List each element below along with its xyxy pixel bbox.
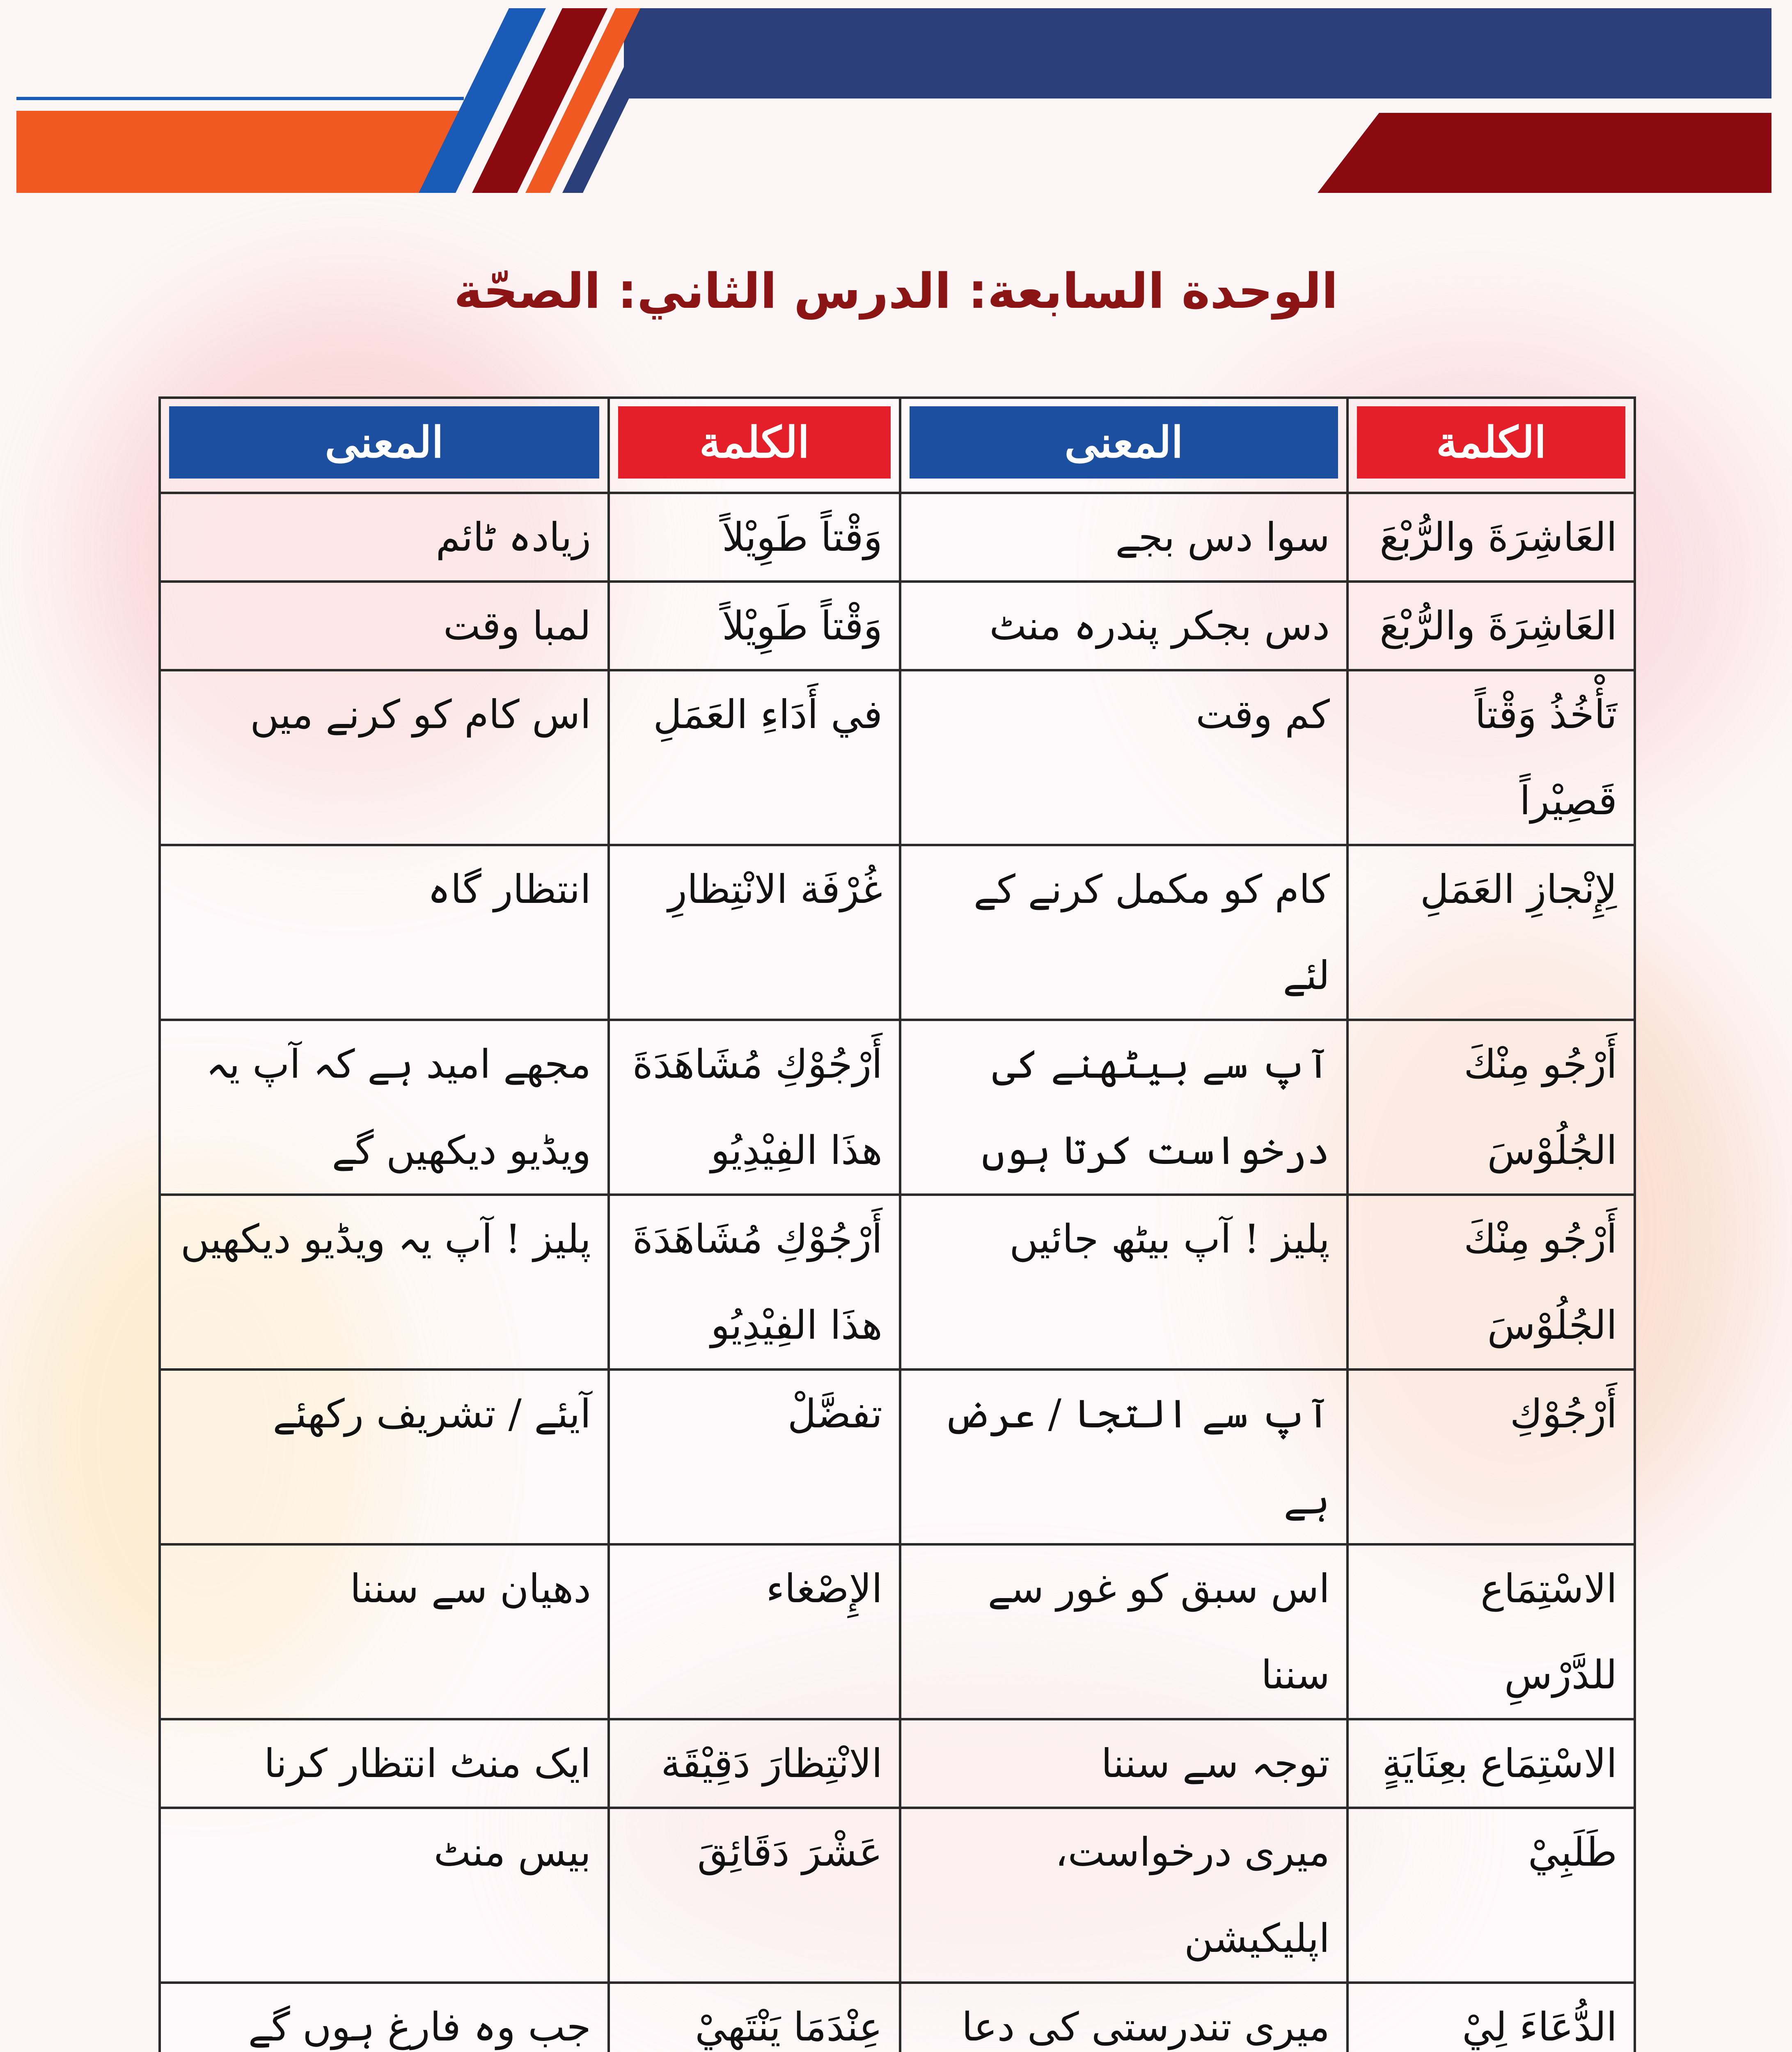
meaning-cell: سوا دس بجے [900,493,1347,582]
word-cell: العَاشِرَةَ والرُّبْعَ [1347,582,1635,670]
word-cell: الاسْتِمَاع للدَّرْسِ [1347,1544,1635,1719]
word-cell: عَشْرَ دَقَائِقَ [609,1808,900,1983]
meaning-cell: بیس منٹ [160,1808,609,1983]
meaning-cell: کام کو مکمل کرنے کے لئے [900,845,1347,1020]
meaning-cell: اس کام کو کرنے میں [160,670,609,845]
word-cell: غُرْفَة الانْتِظارِ [609,845,900,1020]
word-cell: أَرْجُو مِنْكَ الجُلُوْسَ [1347,1020,1635,1195]
word-cell: الدُّعَاءَ لِيْ [1347,1983,1635,2052]
table-header-row [160,398,1635,493]
meaning-cell: میری درخواست، اپلیکیشن [900,1808,1347,1983]
meaning-cell: میری تندرستی کی دعا [900,1983,1347,2052]
word-cell: وَقْتاً طَوِيْلاً [609,582,900,670]
top-maroon-bar [1318,113,1771,193]
top-thin-line [16,97,464,100]
meaning-cell: لمبا وقت [160,582,609,670]
word-cell: أَرْجُوْكِ مُشَاهَدَةَ هذَا الفِيْدِيُو [609,1195,900,1370]
meaning-cell: آیئے / تشریف رکھئے [160,1370,609,1544]
meaning-cell: زیادہ ٹائم [160,493,609,582]
meaning-cell: پلیز ! آپ یہ ویڈیو دیکھیں [160,1195,609,1370]
header-meaning: المعنى [910,406,1338,479]
table-row [160,1195,1635,1370]
table-row [160,1020,1635,1195]
vocabulary-table [158,396,1636,2052]
meaning-cell: جب وہ فارغ ہوں گے [160,1983,609,2052]
word-cell: الانْتِظارَ دَقِيْقَة [609,1719,900,1808]
table-row [160,670,1635,845]
meaning-cell: دھیان سے سننا [160,1544,609,1719]
word-cell: أَرْجُو مِنْكَ الجُلُوْسَ [1347,1195,1635,1370]
header-word: الكلمة [1357,406,1625,479]
meaning-cell: انتظار گاہ [160,845,609,1020]
top-banner [0,0,1792,213]
meaning-cell: آپ سے بیٹھنے کی درخواست کرتا ہوں [900,1020,1347,1195]
word-cell: عِنْدَمَا يَنْتَهِيْ [609,1983,900,2052]
word-cell: وَقْتاً طَوِيْلاً [609,493,900,582]
table-row [160,1719,1635,1808]
header-word: الكلمة [618,406,891,479]
meaning-cell: پلیز ! آپ بیٹھ جائیں [900,1195,1347,1370]
word-cell: أَرْجُوْكِ [1347,1370,1635,1544]
table-row [160,1808,1635,1983]
word-cell: لِإِنْجازِ العَمَلِ [1347,845,1635,1020]
table-row [160,493,1635,582]
word-cell: الإِصْغاء [609,1544,900,1719]
word-cell: تَأْخُذُ وَقْتاً قَصِيْراً [1347,670,1635,845]
word-cell: الاسْتِمَاع بعِنَايَةٍ [1347,1719,1635,1808]
meaning-cell: ایک منٹ انتظار کرنا [160,1719,609,1808]
meaning-cell: توجہ سے سننا [900,1719,1347,1808]
word-cell: أَرْجُوْكِ مُشَاهَدَةَ هذَا الفِيْدِيُو [609,1020,900,1195]
table-body [160,493,1635,2052]
word-cell: تفضَّلْ [609,1370,900,1544]
word-cell: العَاشِرَةَ والرُّبْعَ [1347,493,1635,582]
table-row [160,582,1635,670]
word-cell: طَلَبِيْ [1347,1808,1635,1983]
table-row [160,845,1635,1020]
page-title: الوحدة السابعة: الدرس الثاني: الصحّة [454,263,1338,319]
top-navy-bar [624,8,1771,98]
meaning-cell: اس سبق کو غور سے سننا [900,1544,1347,1719]
top-orange-bar [16,111,484,193]
word-cell: في أَدَاءِ العَمَلِ [609,670,900,845]
meaning-cell: دس بجکر پندرہ منٹ [900,582,1347,670]
table-row [160,1983,1635,2052]
meaning-cell: آپ سے التجا / عرض ہے [900,1370,1347,1544]
meaning-cell: مجھے امید ہے کہ آپ یہ ویڈیو دیکھیں گے [160,1020,609,1195]
table-row [160,1544,1635,1719]
table-row [160,1370,1635,1544]
meaning-cell: کم وقت [900,670,1347,845]
header-meaning: المعنى [169,406,599,479]
